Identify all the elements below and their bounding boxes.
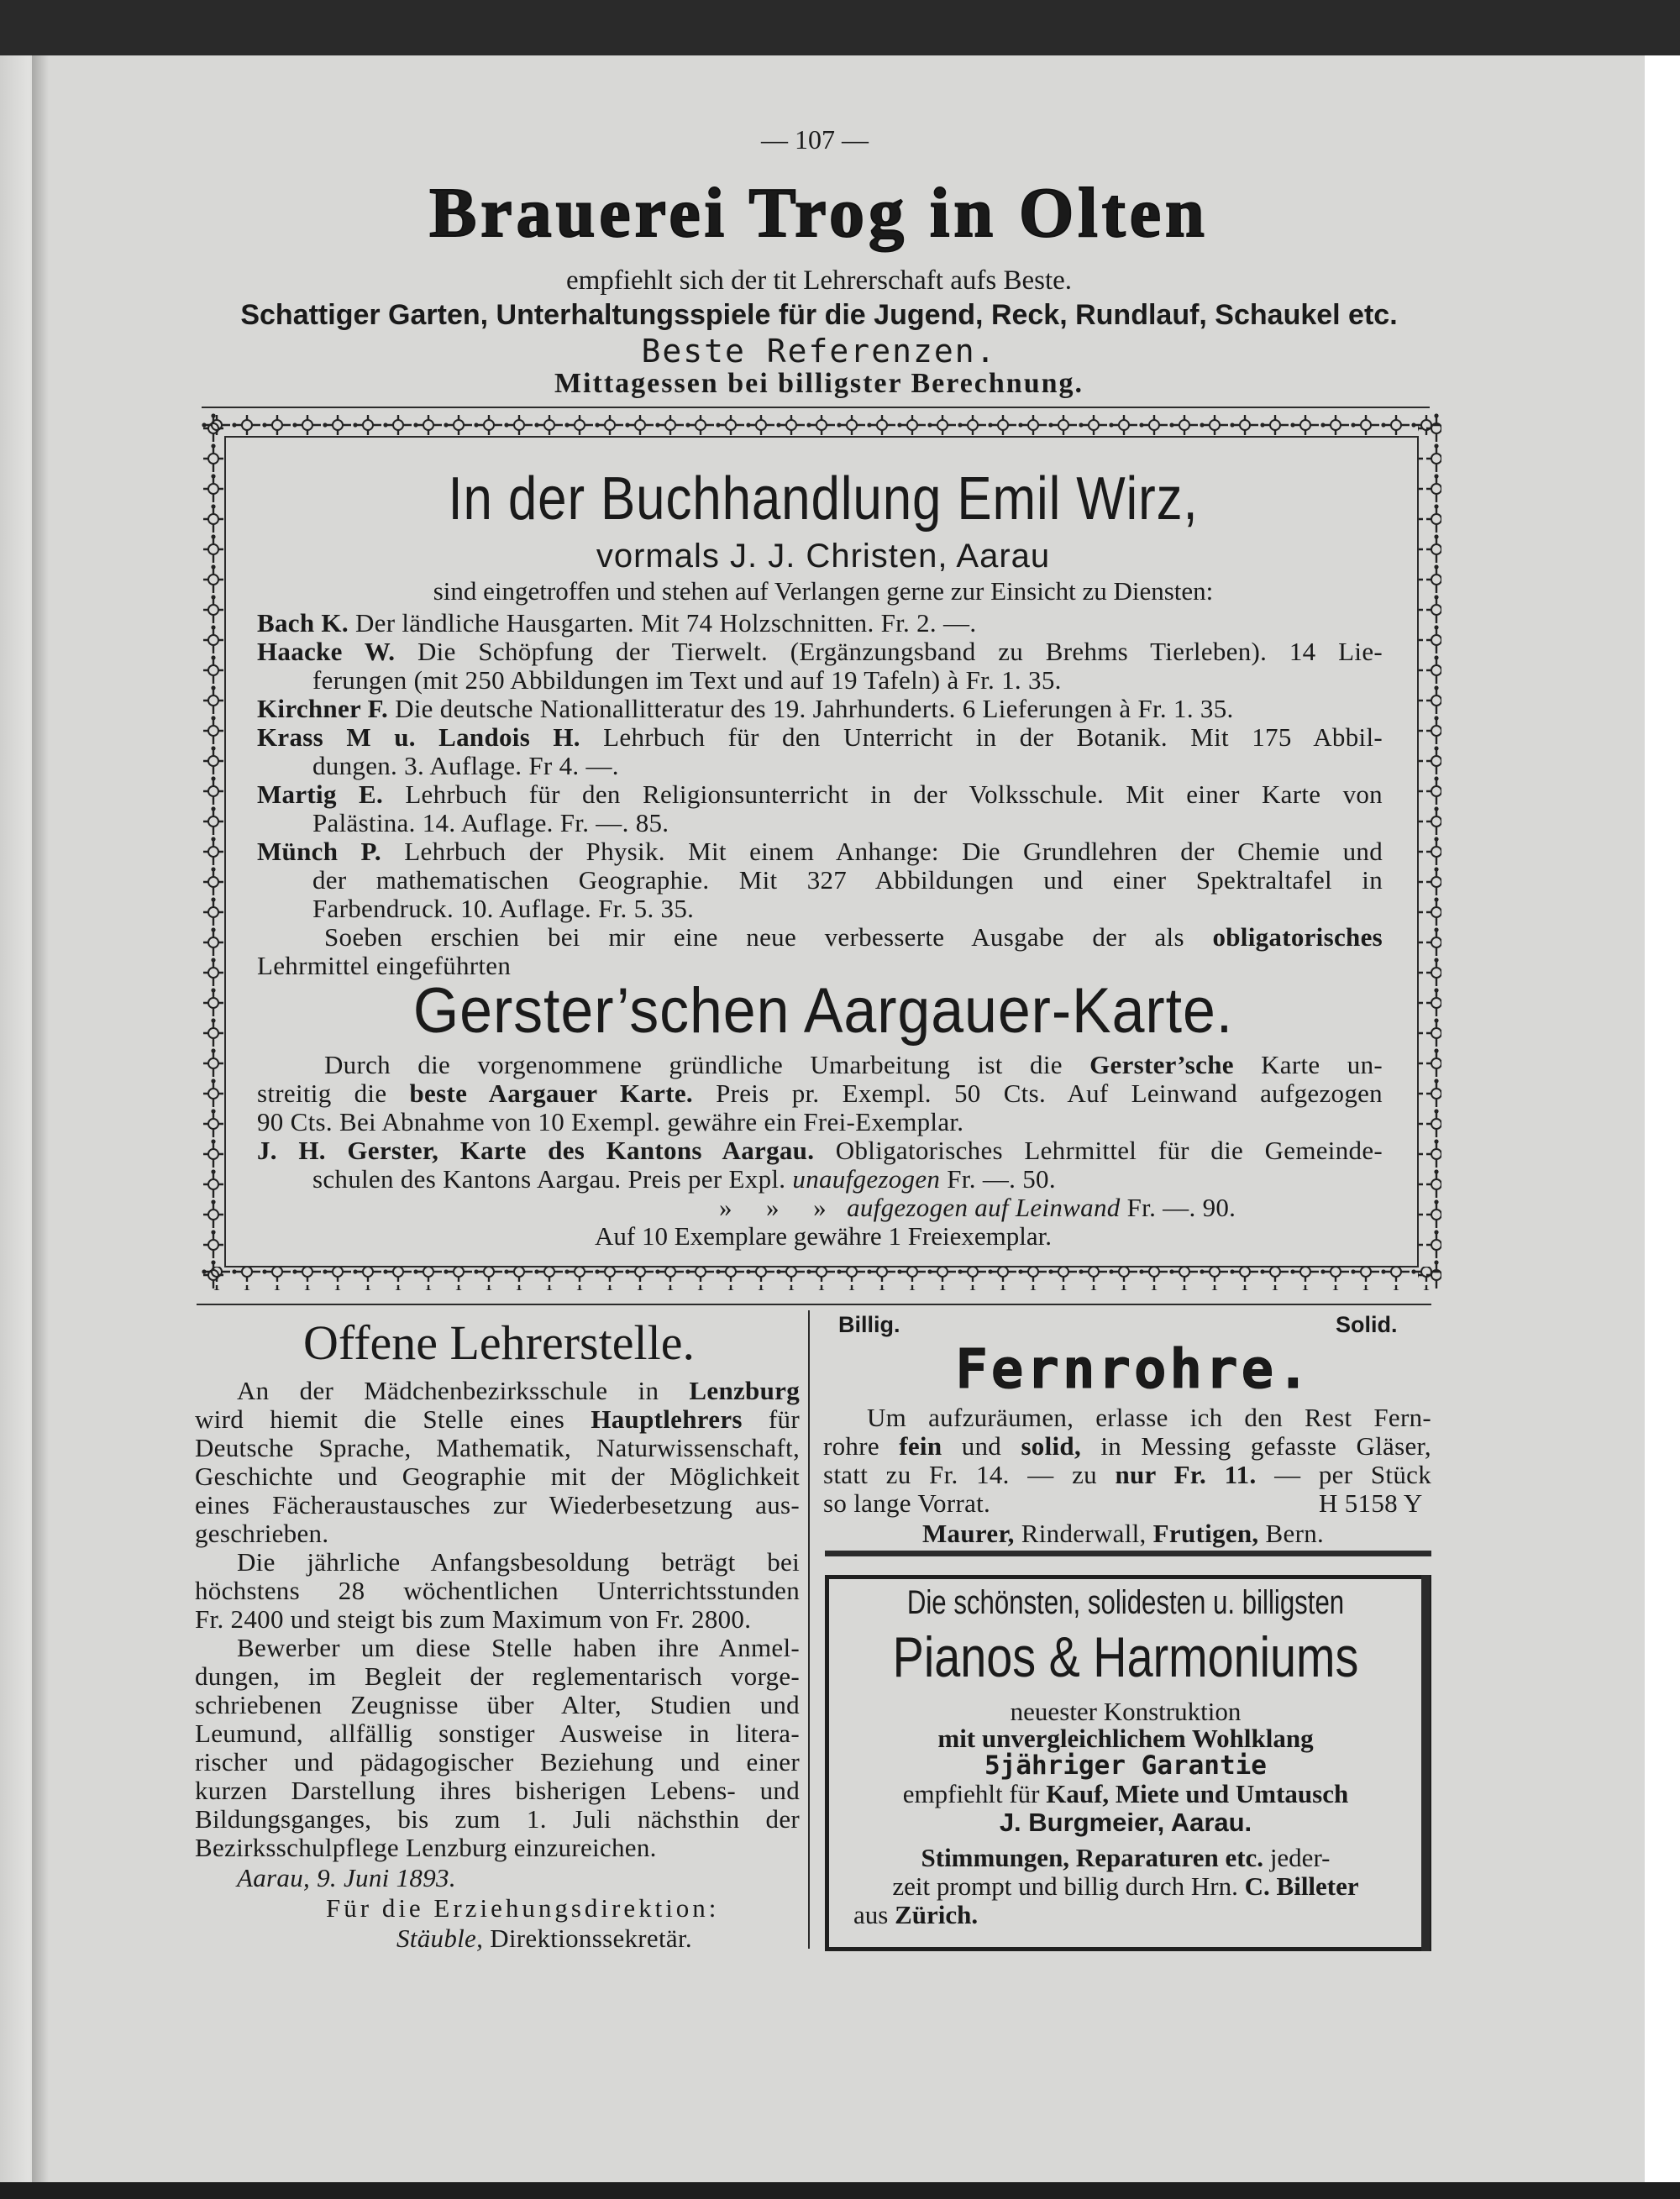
vacancy-p3-line: schriebenen Zeugnisse über Alter, Studien und bbox=[195, 1690, 800, 1719]
vacancy-p3-line: Bewerber um diese Stelle haben ihre Anmel- bbox=[237, 1633, 800, 1662]
map-desc-text: streitig die bbox=[257, 1079, 387, 1108]
gerster-line-2 bbox=[312, 1164, 1056, 1194]
bookshop-subtitle: vormals J. J. Christen, Aarau bbox=[596, 538, 1051, 575]
gerster-text: schulen des Kantons Aargau. Preis per Expl. bbox=[312, 1164, 786, 1194]
pianos-text: jeder- bbox=[1269, 1843, 1331, 1872]
telescope-line-2 bbox=[823, 1431, 1431, 1462]
scan-bottom-strip bbox=[0, 2182, 1680, 2199]
book-text: Die Schöpfung der Tierwelt. (Ergänzungsband zu Brehms Tierleben). 14 Lie- bbox=[417, 637, 1383, 666]
vacancy-bold: Lenzburg bbox=[689, 1376, 800, 1405]
telescope-ref-code: H 5158 Y bbox=[1319, 1488, 1423, 1518]
telescope-bold: Maurer, bbox=[922, 1519, 1015, 1548]
map-title: Gerster’schen Aargauer-Karte. bbox=[412, 975, 1234, 1047]
brewery-line-3: Beste Referenzen. bbox=[641, 333, 997, 370]
column-divider bbox=[808, 1310, 810, 1949]
vacancy-p3-line: rischer und pädagogischer Beziehung und einer bbox=[195, 1747, 800, 1777]
announce-line-2: Lehrmittel eingeführten bbox=[257, 951, 512, 980]
vacancy-p1-line: eines Fächeraustausches zur Wiederbesetzung aus- bbox=[195, 1490, 800, 1519]
book-author: Krass M u. Landois H. bbox=[257, 722, 580, 752]
book-entry-haacke-cont: ferungen (mit 250 Abbildungen im Text und auf 19 Tafeln) à Fr. 1. 35. bbox=[312, 665, 1062, 695]
pianos-box-shadow bbox=[1421, 1575, 1430, 1951]
pianos-title: Pianos & Harmoniums bbox=[892, 1625, 1359, 1689]
pianos-bold: Zürich. bbox=[895, 1900, 979, 1929]
vacancy-p1-line bbox=[237, 1376, 800, 1406]
book-entry-haacke bbox=[257, 637, 1383, 667]
gerster-line-3 bbox=[719, 1193, 1236, 1223]
book-author: Kirchner F. bbox=[257, 694, 389, 723]
vacancy-p1-line: geschrieben. bbox=[195, 1519, 329, 1548]
vacancy-signature-2 bbox=[396, 1923, 692, 1954]
brewery-line-2: Schattiger Garten, Unterhaltungsspiele für die Jugend, Reck, Rundlauf, Schaukel etc. bbox=[240, 299, 1398, 331]
pianos-top-bar bbox=[825, 1551, 1431, 1556]
page-number: — 107 — bbox=[761, 124, 869, 155]
divider-rule bbox=[202, 407, 1430, 408]
pianos-line-2: neuester Konstruktion bbox=[1010, 1697, 1242, 1726]
map-desc-text: Karte un- bbox=[1261, 1050, 1383, 1079]
gerster-price: Fr. —. 50. bbox=[947, 1164, 1056, 1194]
book-entry-krass-cont: dungen. 3. Auflage. Fr 4. —. bbox=[312, 751, 619, 780]
book-text: Lehrbuch für den Unterricht in der Botanik. Mit 175 Abbil- bbox=[603, 722, 1383, 752]
telescope-left-tag: Billig. bbox=[838, 1312, 900, 1337]
telescope-text: Rinderwall, bbox=[1021, 1519, 1147, 1548]
vacancy-p2-line: höchstens 28 wöchentlichen Unterrichtsstunden bbox=[195, 1576, 800, 1605]
gerster-italic: unaufgezogen bbox=[792, 1164, 941, 1194]
telescope-address bbox=[922, 1519, 1324, 1549]
vacancy-p3-line: Bezirksschulpflege Lenzburg einzureichen. bbox=[195, 1833, 657, 1862]
bookshop-intro: sind eingetroffen und stehen auf Verlangen gerne zur Einsicht zu Diensten: bbox=[433, 576, 1214, 606]
vacancy-p1-line bbox=[195, 1404, 800, 1435]
map-desc-line-2 bbox=[257, 1079, 1383, 1109]
pianos-text: zeit prompt und billig durch Hrn. bbox=[892, 1871, 1238, 1901]
pianos-line-5 bbox=[832, 1779, 1420, 1809]
signer-title: Direktionssekretär. bbox=[490, 1923, 692, 1953]
telescope-bold: fein bbox=[899, 1431, 942, 1461]
vacancy-p2-line: Die jährliche Anfangsbesoldung beträgt bei bbox=[237, 1547, 800, 1577]
book-author: Haacke W. bbox=[257, 637, 396, 666]
vacancy-bold: Hauptlehrers bbox=[591, 1404, 743, 1434]
book-text: Die deutsche Nationallitteratur des 19. Jahrhunderts. 6 Lieferungen à Fr. 1. 35. bbox=[395, 694, 1234, 723]
vacancy-title: Offene Lehrerstelle. bbox=[303, 1315, 695, 1370]
pianos-line-4: 5jähriger Garantie bbox=[984, 1750, 1267, 1781]
pianos-bold: Kauf, Miete und Umtausch bbox=[1046, 1779, 1349, 1808]
book-entry-kirchner bbox=[257, 694, 1383, 724]
book-entry-muench bbox=[257, 837, 1383, 867]
gerster-text: Obligatorisches Lehrmittel für die Gemeinde- bbox=[835, 1136, 1383, 1165]
map-desc-line-3: 90 Cts. Bei Abnahme von 10 Exempl. gewähre ein Frei-Exemplar. bbox=[257, 1107, 964, 1136]
bookshop-title bbox=[318, 464, 1329, 533]
gerster-price: Fr. —. 90. bbox=[1126, 1193, 1236, 1222]
announce-text: Soeben erschien bei mir eine neue verbesserte Ausgabe der als bbox=[324, 922, 1184, 952]
telescope-bold: solid, bbox=[1021, 1431, 1082, 1461]
book-entry-muench-cont-1: der mathematischen Geographie. Mit 327 Abbildungen und einer Spektraltafel in bbox=[312, 865, 1383, 895]
pianos-line-9 bbox=[853, 1900, 978, 1930]
telescope-text: statt zu Fr. 14. — zu bbox=[823, 1460, 1097, 1489]
telescope-right-tag: Solid. bbox=[1336, 1312, 1398, 1337]
vacancy-signature-1: Für die Erziehungsdirektion: bbox=[326, 1893, 720, 1923]
book-author: Martig E. bbox=[257, 779, 384, 809]
telescope-line-1: Um aufzuräumen, erlasse ich den Rest Fern- bbox=[867, 1403, 1431, 1432]
telescope-text: rohre bbox=[823, 1431, 879, 1461]
brewery-line-1: empfiehlt sich der tit Lehrerschaft aufs Beste. bbox=[565, 265, 1073, 296]
bookshop-closing: Auf 10 Exemplare gewähre 1 Freiexemplar. bbox=[594, 1221, 1052, 1251]
telescope-text: und bbox=[961, 1431, 1002, 1461]
vacancy-p3-line: kurzen Darstellung ihres bisherigen Lebens- und bbox=[195, 1776, 800, 1805]
vacancy-p3-line: Leumund, allfällig sonstiger Ausweise in litera- bbox=[195, 1719, 800, 1748]
map-desc-text: Preis pr. Exempl. 50 Cts. Auf Leinwand aufgezogen bbox=[716, 1079, 1383, 1108]
telescope-title: Fernrohre. bbox=[955, 1339, 1313, 1401]
book-entry-krass bbox=[257, 722, 1383, 753]
divider-rule bbox=[197, 1304, 1431, 1305]
vacancy-p3-line: Bildungsganges, bis zum 1. Juli nächsthin der bbox=[195, 1804, 800, 1834]
pianos-line-3: mit unvergleichlichem Wohlklang bbox=[937, 1724, 1314, 1753]
book-entry-bach bbox=[257, 608, 1383, 638]
map-desc-text: Durch die vorgenommene gründliche Umarbeitung ist die bbox=[324, 1050, 1063, 1079]
telescope-line-4a: so lange Vorrat. bbox=[823, 1488, 991, 1518]
announce-bold: obligatorisches bbox=[1212, 922, 1383, 952]
pianos-text: empfiehlt für bbox=[902, 1779, 1040, 1808]
map-desc-bold: Gerster’sche bbox=[1089, 1050, 1234, 1079]
book-text: Lehrbuch der Physik. Mit einem Anhange: Die Grundlehren der Chemie und bbox=[404, 837, 1383, 866]
telescope-text: Bern. bbox=[1265, 1519, 1325, 1548]
vacancy-text: für bbox=[742, 1404, 800, 1434]
telescope-bold: nur Fr. 11. bbox=[1115, 1460, 1257, 1489]
gerster-bold: J. H. Gerster, Karte des Kantons Aargau. bbox=[257, 1136, 815, 1165]
book-entry-martig-cont: Palästina. 14. Auflage. Fr. —. 85. bbox=[312, 808, 669, 837]
gerster-italic: aufgezogen auf Leinwand bbox=[847, 1193, 1121, 1222]
map-desc-bold: beste Aargauer Karte. bbox=[409, 1079, 693, 1108]
vacancy-p1-line: Deutsche Sprache, Mathematik, Naturwissenschaft, bbox=[195, 1433, 800, 1462]
book-text: Lehrbuch für den Religionsunterricht in der Volksschule. Mit einer Karte von bbox=[405, 779, 1383, 809]
pianos-line-7 bbox=[832, 1843, 1420, 1873]
pianos-text: aus bbox=[853, 1900, 889, 1929]
gerster-line-1 bbox=[257, 1136, 1383, 1166]
page-gutter bbox=[32, 55, 49, 2199]
telescope-text: in Messing gefasste Gläser, bbox=[1100, 1431, 1431, 1461]
pianos-line-1: Die schönsten, solidesten u. billigsten bbox=[906, 1584, 1345, 1621]
book-author: Münch P. bbox=[257, 837, 381, 866]
pianos-line-8 bbox=[832, 1871, 1420, 1902]
vacancy-p2-line: Fr. 2400 und steigt bis zum Maximum von Fr. 2800. bbox=[195, 1604, 752, 1634]
book-entry-muench-cont-2: Farbendruck. 10. Auflage. Fr. 5. 35. bbox=[312, 894, 695, 923]
telescope-line-3 bbox=[823, 1460, 1431, 1490]
book-entry-martig bbox=[257, 779, 1383, 810]
pianos-bold: Stimmungen, Reparaturen etc. bbox=[921, 1843, 1264, 1872]
brewery-title: Brauerei Trog in Olten bbox=[429, 174, 1209, 252]
bookshop-title-text: In der Buchhandlung Emil Wirz, bbox=[448, 465, 1199, 533]
vacancy-text: An der Mädchenbezirksschule in bbox=[237, 1376, 690, 1405]
brewery-line-4: Mittagessen bei billigster Berechnung. bbox=[554, 368, 1084, 399]
vacancy-p3-line: dungen, im Begleit der reglementarisch vorge- bbox=[195, 1661, 800, 1691]
ditto-marks: » » » bbox=[719, 1193, 827, 1222]
vacancy-text: wird hiemit die Stelle eines bbox=[195, 1404, 591, 1434]
telescope-bold: Frutigen, bbox=[1152, 1519, 1259, 1548]
book-author: Bach K. bbox=[257, 608, 349, 638]
map-desc-line-1 bbox=[324, 1050, 1383, 1080]
scan-edge bbox=[1645, 55, 1680, 2199]
pianos-bold: C. Billeter bbox=[1244, 1871, 1359, 1901]
book-text: Der ländliche Hausgarten. Mit 74 Holzschnitten. Fr. 2. —. bbox=[354, 608, 977, 638]
vacancy-date: Aarau, 9. Juni 1893. bbox=[237, 1863, 456, 1892]
pianos-line-6: J. Burgmeier, Aarau. bbox=[999, 1808, 1252, 1837]
vacancy-p1-line: Geschichte und Geographie mit der Möglichkeit bbox=[195, 1462, 800, 1491]
signer-name: Stäuble, bbox=[396, 1923, 484, 1953]
announce-line-1 bbox=[324, 922, 1383, 953]
telescope-text: — per Stück bbox=[1274, 1460, 1431, 1489]
